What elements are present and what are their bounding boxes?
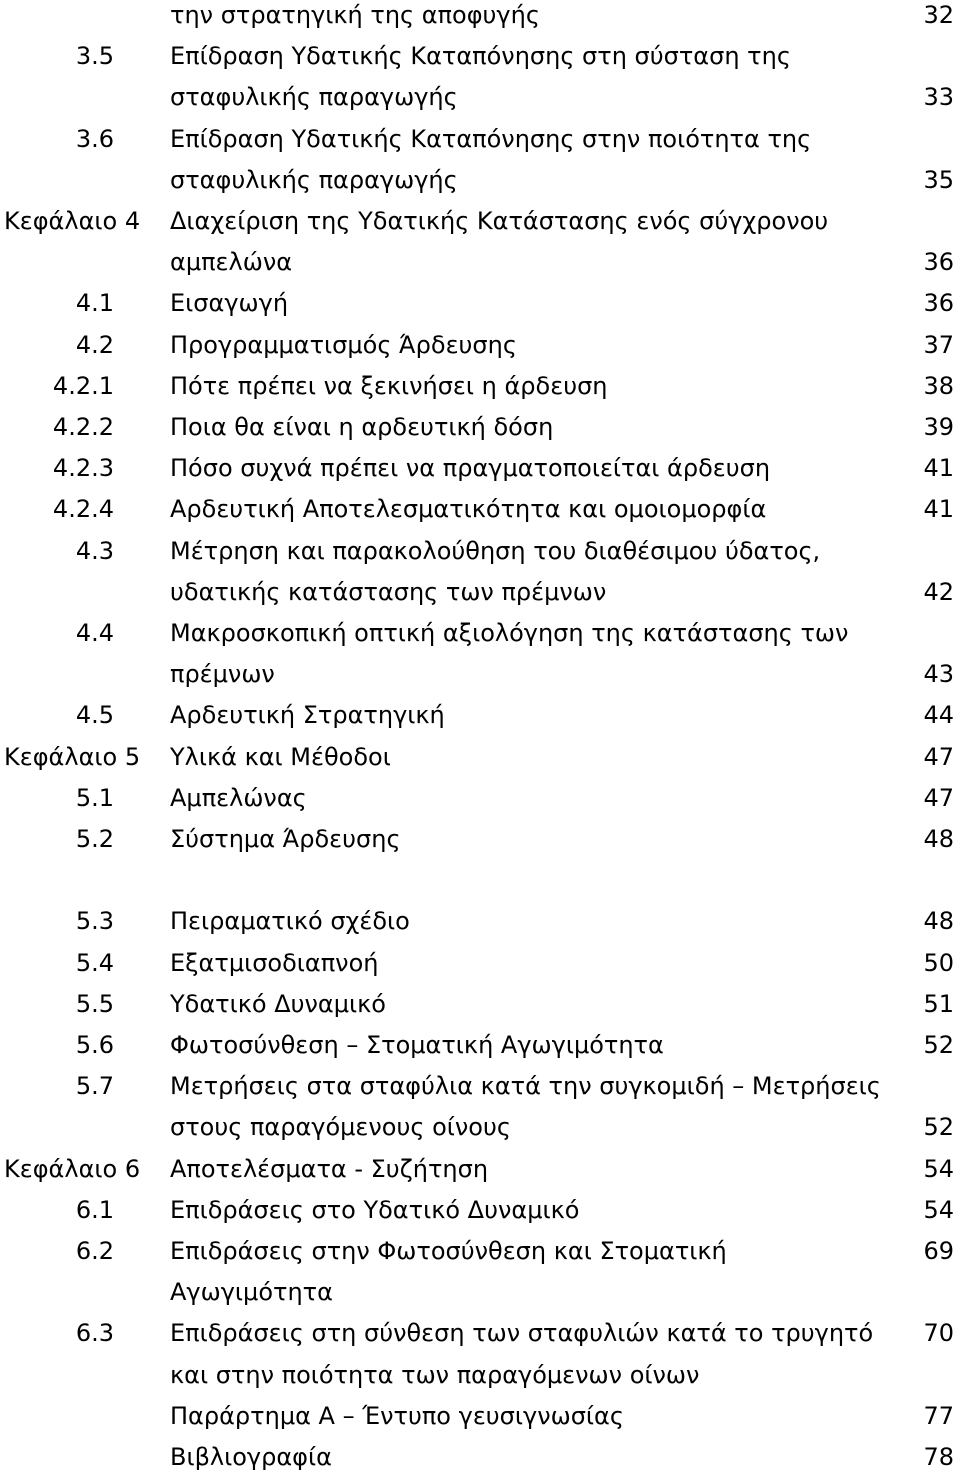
toc-number: 4.3 xyxy=(75,536,114,565)
toc-line xyxy=(0,244,960,280)
toc-number: 4.2.4 xyxy=(52,495,114,524)
toc-title: υδατικής κατάστασης των πρέμνων xyxy=(170,577,607,606)
toc-number: Κεφάλαιο 5 xyxy=(4,742,141,771)
toc-line xyxy=(0,1027,960,1063)
toc-line xyxy=(0,285,960,321)
toc-number: 5.2 xyxy=(75,825,114,853)
toc-number: 6.1 xyxy=(75,1195,114,1224)
toc-title: Μέτρηση και παρακολούθηση του διαθέσιμου ύδατος, xyxy=(170,536,821,565)
toc-number: 4.1 xyxy=(75,289,114,318)
toc-title: Αρδευτική Αποτελεσματικότητα και ομοιομορφία xyxy=(170,495,767,524)
toc-line xyxy=(0,1398,960,1434)
toc-title: Εξατμισοδιαπνοή xyxy=(170,948,379,977)
toc-title: Πειραματικό σχέδιο xyxy=(170,907,410,936)
toc-title: Σύστημα Άρδευσης xyxy=(170,825,401,853)
toc-page-number: 48 xyxy=(923,907,954,936)
toc-line xyxy=(0,203,960,239)
toc-page-number: 70 xyxy=(923,1319,954,1348)
toc-line xyxy=(0,780,960,816)
toc-page-number: 54 xyxy=(923,1154,954,1183)
toc-number: 6.2 xyxy=(75,1237,114,1265)
toc-title: Επιδράσεις στην Φωτοσύνθεση και Στοματική xyxy=(170,1237,727,1265)
toc-page-number: 43 xyxy=(923,660,954,689)
toc-title: Πόσο συχνά πρέπει να πραγματοποιείται άρδευση xyxy=(170,454,771,483)
toc-title: Παράρτημα Α – Έντυπο γευσιγνωσίας xyxy=(170,1401,624,1430)
toc-line xyxy=(0,1233,960,1269)
toc-line xyxy=(0,1274,960,1310)
toc-line xyxy=(0,903,960,939)
toc-number: 4.5 xyxy=(75,701,114,730)
toc-line xyxy=(0,1151,960,1187)
toc-title: Αμπελώνας xyxy=(170,783,307,812)
toc-line xyxy=(0,79,960,115)
toc-page-number: 69 xyxy=(923,1237,954,1265)
toc-page-number: 42 xyxy=(923,577,954,606)
toc-page-number: 48 xyxy=(923,825,954,853)
toc-number: Κεφάλαιο 6 xyxy=(4,1154,141,1183)
toc-title: Επίδραση Υδατικής Καταπόνησης στην ποιότητα της xyxy=(170,124,812,153)
toc-title: σταφυλικής παραγωγής xyxy=(170,165,458,194)
toc-number: 5.3 xyxy=(75,907,114,936)
toc-title: Διαχείριση της Υδατικής Κατάστασης ενός σύγχρονου xyxy=(170,207,829,235)
toc-line xyxy=(0,615,960,651)
toc-line xyxy=(0,697,960,733)
toc-page-number: 39 xyxy=(923,413,954,441)
toc-line xyxy=(0,739,960,775)
toc-page-number: 32 xyxy=(923,1,954,29)
toc-number: 4.2.1 xyxy=(52,371,114,400)
toc-line xyxy=(0,450,960,486)
toc-title: Φωτοσύνθεση – Στοματική Αγωγιμότητα xyxy=(170,1031,664,1059)
toc-page-number: 50 xyxy=(923,948,954,977)
toc-title: Μετρήσεις στα σταφύλια κατά την συγκομιδή – Μετρήσεις xyxy=(170,1072,881,1101)
toc-title: Επιδράσεις στο Υδατικό Δυναμικό xyxy=(170,1195,580,1224)
toc-line xyxy=(0,491,960,527)
toc-page-number: 36 xyxy=(923,289,954,318)
toc-number: 4.2 xyxy=(75,330,114,359)
toc-line xyxy=(0,1192,960,1228)
toc-line xyxy=(0,1439,960,1475)
toc-page-number: 52 xyxy=(923,1113,954,1142)
toc-page-number: 36 xyxy=(923,248,954,277)
toc-title: Ποια θα είναι η αρδευτική δόση xyxy=(170,413,554,441)
toc-title: Αγωγιμότητα xyxy=(170,1278,333,1307)
toc-line xyxy=(0,0,960,33)
toc-page-number: 33 xyxy=(923,83,954,112)
toc-number: 5.5 xyxy=(75,989,114,1018)
toc-line xyxy=(0,1357,960,1393)
toc-line xyxy=(0,409,960,445)
toc-line xyxy=(0,574,960,610)
toc-number: 3.5 xyxy=(75,42,114,71)
toc-page-number: 47 xyxy=(923,742,954,771)
toc-page-number: 41 xyxy=(923,454,954,483)
toc-line xyxy=(0,533,960,569)
toc-title: Αποτελέσματα - Συζήτηση xyxy=(170,1154,489,1183)
toc-page-number: 78 xyxy=(923,1443,954,1471)
toc-number: 4.2.3 xyxy=(52,454,114,483)
toc-line xyxy=(0,1068,960,1104)
toc-title: Βιβλιογραφία xyxy=(170,1443,332,1471)
toc-title: Επιδράσεις στη σύνθεση των σταφυλιών κατά το τρυγητό xyxy=(170,1319,874,1348)
toc-line xyxy=(0,368,960,404)
toc-title: Επίδραση Υδατικής Καταπόνησης στη σύσταση της xyxy=(170,42,791,71)
toc-number: 5.1 xyxy=(75,783,114,812)
toc-line xyxy=(0,821,960,857)
toc-title: πρέμνων xyxy=(170,660,275,689)
toc-number: 5.4 xyxy=(75,948,114,977)
toc-title: αμπελώνα xyxy=(170,248,293,277)
toc-title: Πότε πρέπει να ξεκινήσει η άρδευση xyxy=(170,371,608,400)
toc-page-number: 35 xyxy=(923,165,954,194)
toc-line xyxy=(0,945,960,981)
toc-title: Υλικά και Μέθοδοι xyxy=(170,742,391,771)
toc-line xyxy=(0,327,960,363)
toc-page-number: 38 xyxy=(923,371,954,400)
toc-line xyxy=(0,38,960,74)
toc-title: Προγραμματισμός Άρδευσης xyxy=(170,330,517,359)
toc-page-number: 41 xyxy=(923,495,954,524)
toc-number: Κεφάλαιο 4 xyxy=(4,207,141,235)
toc-page-number: 47 xyxy=(923,783,954,812)
toc-title: Εισαγωγή xyxy=(170,289,289,318)
toc-title: στους παραγόμενους οίνους xyxy=(170,1113,511,1142)
toc-line xyxy=(0,162,960,198)
toc-title: Αρδευτική Στρατηγική xyxy=(170,701,445,730)
toc-page-number: 77 xyxy=(923,1401,954,1430)
toc-page-number: 54 xyxy=(923,1195,954,1224)
toc-title: Υδατικό Δυναμικό xyxy=(170,989,386,1018)
toc-number: 3.6 xyxy=(75,124,114,153)
toc-title: την στρατηγική της αποφυγής xyxy=(170,1,540,29)
toc-page-number: 37 xyxy=(923,330,954,359)
toc-line xyxy=(0,1109,960,1145)
toc-number: 5.7 xyxy=(75,1072,114,1101)
toc-title: Μακροσκοπική οπτική αξιολόγηση της κατάστασης των xyxy=(170,619,849,647)
toc-page-number: 52 xyxy=(923,1031,954,1059)
toc-line xyxy=(0,121,960,157)
toc-number: 5.6 xyxy=(75,1031,114,1059)
toc-line xyxy=(0,1315,960,1351)
toc-number: 4.4 xyxy=(75,619,114,647)
toc-line xyxy=(0,656,960,692)
toc-number: 4.2.2 xyxy=(52,413,114,441)
toc-line xyxy=(0,986,960,1022)
toc-page-number: 44 xyxy=(923,701,954,730)
toc-title: σταφυλικής παραγωγής xyxy=(170,83,458,112)
toc-title: και στην ποιότητα των παραγόμενων οίνων xyxy=(170,1360,700,1389)
toc-page-number: 51 xyxy=(923,989,954,1018)
toc-number: 6.3 xyxy=(75,1319,114,1348)
